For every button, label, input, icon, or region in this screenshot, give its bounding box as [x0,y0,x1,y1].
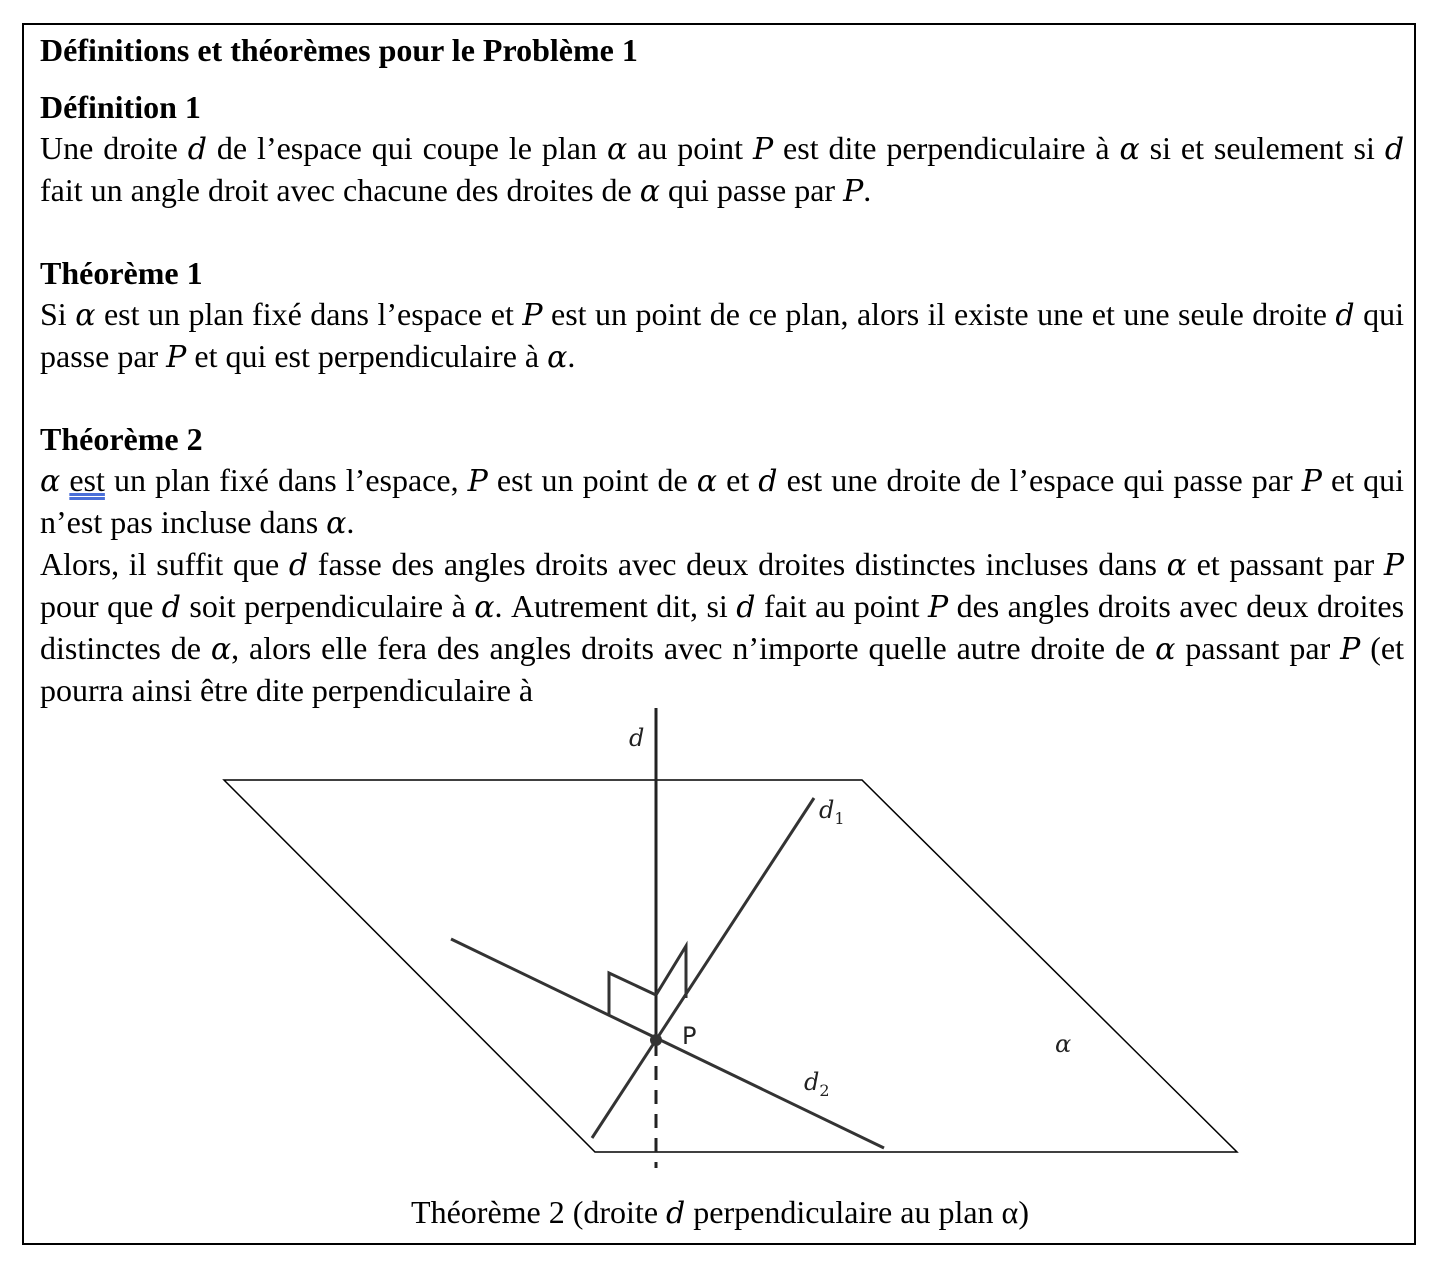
label-d2: $d_2$ [804,1068,830,1100]
theorem-1 [40,253,1404,378]
theorem-2 [40,419,1404,711]
right-angle-mark-d2 [609,973,656,1016]
theorem-2-text-1: α est un plan fixé dans l’espace, P est un point de α et d est une droite de l’espace qui passe par P et qui n’est pas incluse dans α. [40,462,1405,541]
figure-caption: Théorème 2 (droite d perpendiculaire au plan α) [411,1194,1029,1231]
page-title: Définitions et théorèmes pour le Problème 1 [40,32,638,68]
definition-1 [40,87,1404,212]
figure-diagram [0,700,1440,1180]
definition-1-text: Une droite d de l’espace qui coupe le plan α au point P est dite perpendiculaire à α si et seulement si d fait un angle droit avec chacune des droites de α qui passe par P. [40,130,1405,209]
theorem-2-heading: Théorème 2 [40,421,203,457]
label-alpha: α [1055,1030,1072,1058]
theorem-1-heading: Théorème 1 [40,255,203,291]
line-d2 [451,939,884,1148]
plane-alpha [224,780,1237,1152]
label-p: P [682,1022,697,1050]
label-d1: $d_1$ [819,796,845,828]
theorem-2-text-2: Alors, il suffit que d fasse des angles droits avec deux droites distinctes incluses dans α et passant par P pour que d soit perpendiculaire à α. Autrement dit, si d fait au point P des angles droits avec deux droites distinctes de α, alors elle fera des angles droits avec n’importe quelle autre droite de α passant par P (et pourra ainsi être dite perpendiculaire à [40,546,1405,708]
line-d1 [592,798,814,1138]
definition-1-heading: Définition 1 [40,89,201,125]
theorem-1-text: Si α est un plan fixé dans l’espace et P est un point de ce plan, alors il existe une et une seule droite d qui passe par P et qui est perpendiculaire à α. [40,296,1405,375]
point-p [650,1034,662,1046]
right-angle-mark-d1 [656,946,686,998]
label-d: d [629,724,645,752]
